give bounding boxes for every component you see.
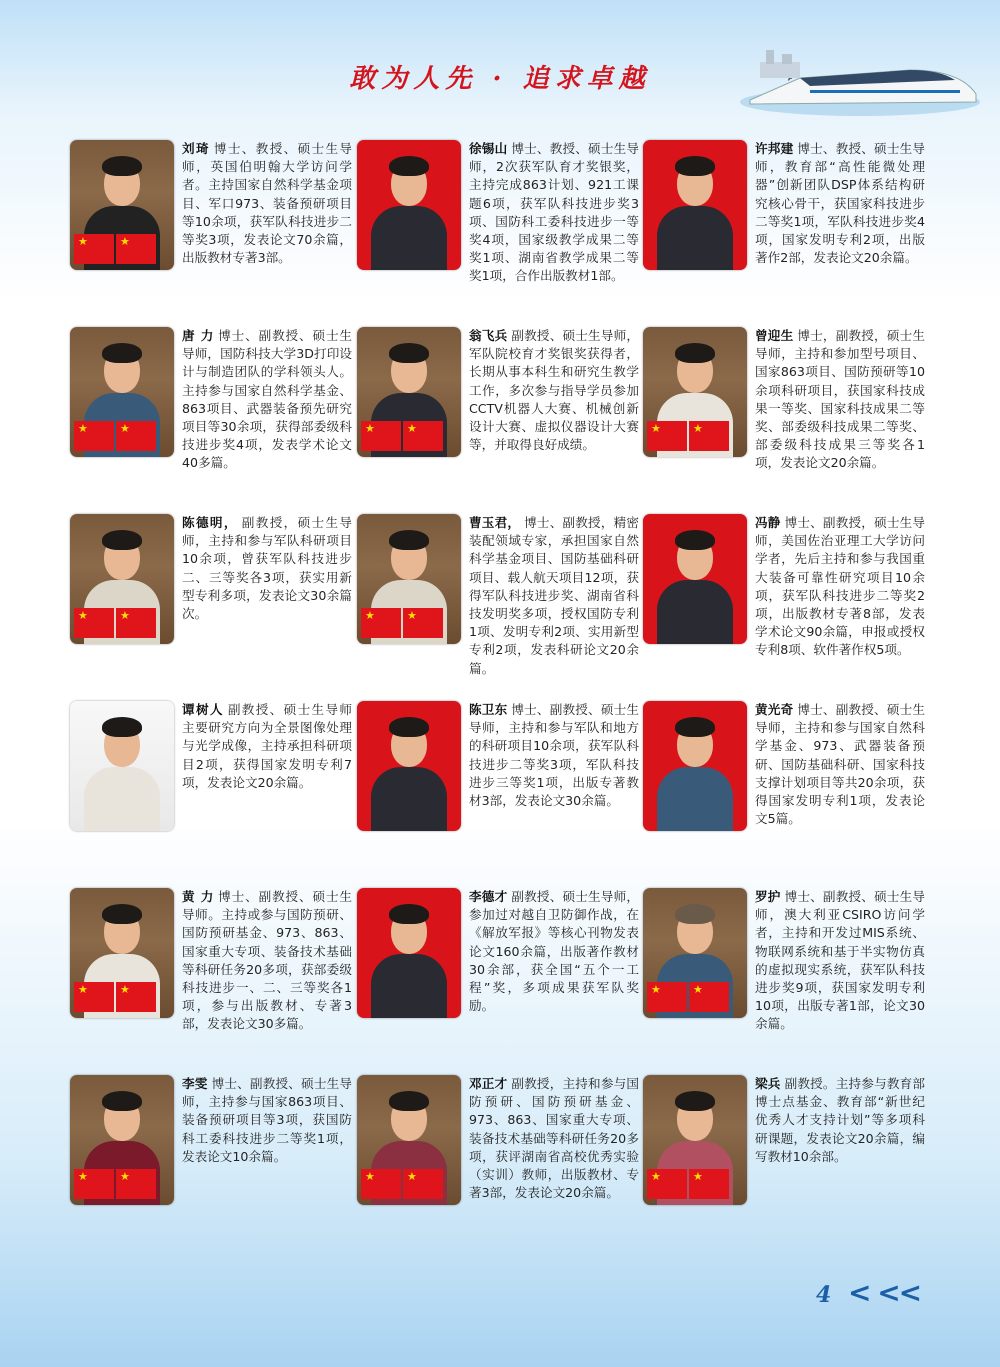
profile-text: 副教授。主持参与教育部博士点基金、教育部“新世纪优秀人才支持计划”等多项科研课题，发表论文20余篇，编写教材10余部。 — [755, 1076, 926, 1164]
profile-text: 博士、教授、硕士生导师，2次获军队育才奖银奖，主持完成863计划、921工课题6项，获军队科技进步奖3项、国防科工委科技进步一等奖4项，国家级教学成果二等奖1项、湖南省教学成果二等奖1项，合作出版教材1部。 — [469, 141, 640, 284]
profile-name: 李德才 — [469, 889, 508, 904]
portrait-photo: ★ ★ — [643, 327, 747, 457]
profile-text: 副教授、硕士生导师，参加过对越自卫防御作战，在《解放军报》等核心刊物发表论文160余篇，出版著作教材30余部，获全国“五个一工程”奖，多项成果获军队奖励。 — [469, 889, 640, 1014]
profile-text: 副教授、硕士生导师 主要研究方向为全景图像处理与光学成像，主持承担科研项目2项，获得国家发明专利7项，发表论文20余篇。 — [182, 702, 353, 790]
profile-text: 博士，副教授，硕士生导师，主持和参加型号项目、国家863项目、国防预研等10余项科研项目，获国家科技成果一等奖、国家科技成果二等奖、部委级科技成果二等奖、部委级科技成果三等奖各1项，发表论文20余篇。 — [755, 328, 926, 471]
profile-bio — [469, 1075, 639, 1202]
profile-name: 徐锡山 — [469, 141, 508, 156]
profile-name: 邓正才 — [469, 1076, 508, 1091]
portrait-photo — [70, 701, 174, 831]
profile-text: 博士、副教授、硕士生导师，主持和参与国家自然科学基金、973、武器装备预研、国防基础科研、国家科技支撑计划项目等共20余项，获得国家发明专利1项，发表论文5篇。 — [755, 702, 926, 827]
profile-text: 博士、副教授、硕士生导师，主持参与国家863项目、装备预研项目等3项，获国防科工委科技进步二等奖1项，发表论文10余篇。 — [182, 1076, 353, 1164]
profile-bio — [755, 1075, 925, 1166]
profile-bio — [182, 140, 352, 267]
profile-card — [70, 327, 353, 502]
portrait-photo: ★ ★ — [70, 327, 174, 457]
profile-name: 刘琦 — [182, 141, 210, 156]
profile-name: 谭树人 — [182, 702, 224, 717]
profile-name: 唐 力 — [182, 328, 215, 343]
profile-name: 陈德明， — [182, 515, 238, 530]
profile-text: 博士、副教授，精密装配领域专家，承担国家自然科学基金项目、国防基础科研项目、载人航天项目12项，获得军队科技进步奖、湖南省科技发明奖多项，授权国防专利1项、发明专利2项、实用新型专利2项，发表科研论文20余篇。 — [469, 515, 640, 676]
portrait-photo: ★ ★ — [643, 888, 747, 1018]
profile-bio — [755, 701, 925, 828]
profile-name: 曾迎生 — [755, 328, 794, 343]
profile-bio — [469, 514, 639, 678]
profile-text: 博士、教授、硕士生导师，英国伯明翰大学访问学者。主持国家自然科学基金项目、军口973、装备预研项目等10余项，获军队科技进步二等奖3项，发表论文70余篇，出版教材专著3部。 — [182, 141, 353, 266]
profile-card — [643, 140, 926, 315]
profile-name: 曹玉君， — [469, 515, 521, 530]
profile-bio — [755, 140, 925, 267]
profile-card — [643, 514, 926, 689]
profile-name: 陈卫东 — [469, 702, 508, 717]
profile-bio — [469, 701, 639, 810]
profile-card — [357, 1075, 640, 1250]
portrait-photo: ★ ★ — [70, 514, 174, 644]
page-number: 4 — [816, 1282, 832, 1308]
train-image — [740, 40, 980, 120]
profile-text: 博士、副教授、硕士生导师，主持和参与军队和地方的科研项目10余项，获军队科技进步二等奖3项，军队科技进步三等奖1项，出版专著教材3部，发表论文30余篇。 — [469, 702, 640, 809]
portrait-photo: ★ ★ — [70, 888, 174, 1018]
portrait-photo: ★ ★ — [643, 1075, 747, 1205]
profile-text: 博士、副教授、硕士生导师。主持或参与国防预研、国防预研基金、973、863、国家重大专项、装备技术基础等科研任务20多项，获部委级科技进步一、二、三等奖各1项，参与出版教材、专著3部，发表论文30多篇。 — [182, 889, 353, 1032]
portrait-photo: ★ ★ — [357, 514, 461, 644]
profile-name: 黄光奇 — [755, 702, 794, 717]
profile-card — [643, 701, 926, 876]
portrait-photo — [357, 140, 461, 270]
profile-bio — [755, 327, 925, 473]
nav-arrows-icon: < << — [848, 1276, 921, 1309]
portrait-photo: ★ ★ — [70, 140, 174, 270]
profile-name: 罗护 — [755, 889, 781, 904]
portrait-photo — [357, 888, 461, 1018]
profile-card — [643, 888, 926, 1063]
profile-card — [70, 140, 353, 315]
profile-text: 副教授、硕士生导师，军队院校育才奖银奖获得者，长期从事本科生和研究生教学工作，多次参与指导学员参加CCTV机器人大赛、机械创新设计大赛、虚拟仪器设计大赛等，并取得良好成绩。 — [469, 328, 640, 453]
profile-bio — [469, 140, 639, 286]
profile-name: 翁飞兵 — [469, 328, 508, 343]
profile-text: 副教授，主持和参与国防预研、国防预研基金、973、863、国家重大专项、装备技术基础等科研任务20多项，获评湖南省高校优秀实验（实训）教师，出版教材、专著3部，发表论文20余篇。 — [469, 1076, 640, 1201]
profile-card — [357, 514, 640, 689]
profile-name: 梁兵 — [755, 1076, 781, 1091]
profile-card — [70, 1075, 353, 1250]
profile-bio — [182, 701, 352, 792]
profile-name: 许邦建 — [755, 141, 794, 156]
profile-card — [70, 701, 353, 876]
profile-name: 冯静 — [755, 515, 781, 530]
portrait-photo — [643, 514, 747, 644]
profile-text: 博士、教授、硕士生导师，教育部“高性能微处理器”创新团队DSP体系结构研究核心骨干，获国家科技进步二等奖1项，军队科技进步奖4项，国家发明专利2项，出版著作2部，发表论文20余篇。 — [755, 141, 926, 266]
profile-card — [70, 888, 353, 1063]
profile-bio — [469, 888, 639, 1015]
profile-text: 博士、副教授、硕士生导师，澳大利亚CSIRO访问学者，主持和开发过MIS系统、物联网系统和基于半实物仿真的虚拟现实系统，获军队科技进步奖9项，获国家发明专利10项，出版专著1部，论文30余篇。 — [755, 889, 926, 1032]
profile-card — [643, 1075, 926, 1250]
profile-name: 黄 力 — [182, 889, 215, 904]
profile-card — [357, 701, 640, 876]
profile-bio — [469, 327, 639, 454]
portrait-photo: ★ ★ — [70, 1075, 174, 1205]
profile-card — [357, 327, 640, 502]
profile-text: 博士、副教授，硕士生导师，美国佐治亚理工大学访问学者，先后主持和参与我国重大装备可靠性研究项目10余项，获军队科技进步二等奖2项，出版教材专著8部，发表学术论文90余篇，申报或授权专利8项、软件著作权5项。 — [755, 515, 926, 658]
profile-bio — [182, 327, 352, 473]
portrait-photo: ★ ★ — [357, 327, 461, 457]
profile-card — [70, 514, 353, 689]
profile-card — [357, 140, 640, 315]
portrait-photo — [643, 140, 747, 270]
profile-bio — [182, 1075, 352, 1166]
profile-bio — [755, 888, 925, 1034]
profile-card — [357, 888, 640, 1063]
header-banner — [0, 0, 1000, 130]
profile-text: 副教授，硕士生导师，主持和参与军队科研项目10余项，曾获军队科技进步二、三等奖各3项，获实用新型专利多项，发表论文30余篇次。 — [182, 515, 353, 622]
profile-name: 李雯 — [182, 1076, 208, 1091]
portrait-photo — [357, 701, 461, 831]
profile-card — [643, 327, 926, 502]
slogan: 敢为人先 · 追求卓越 — [349, 64, 651, 94]
profile-bio — [755, 514, 925, 660]
portrait-photo: ★ ★ — [357, 1075, 461, 1205]
profile-bio — [182, 514, 352, 623]
profile-text: 博士、副教授、硕士生导师，国防科技大学3D打印设计与制造团队的学科领头人。主持参与国家自然科学基金、863项目、武器装备预先研究项目等30余项，获得部委级科技进步奖4项，发表学术论文40多篇。 — [182, 328, 353, 471]
profile-bio — [182, 888, 352, 1034]
portrait-photo — [643, 701, 747, 831]
